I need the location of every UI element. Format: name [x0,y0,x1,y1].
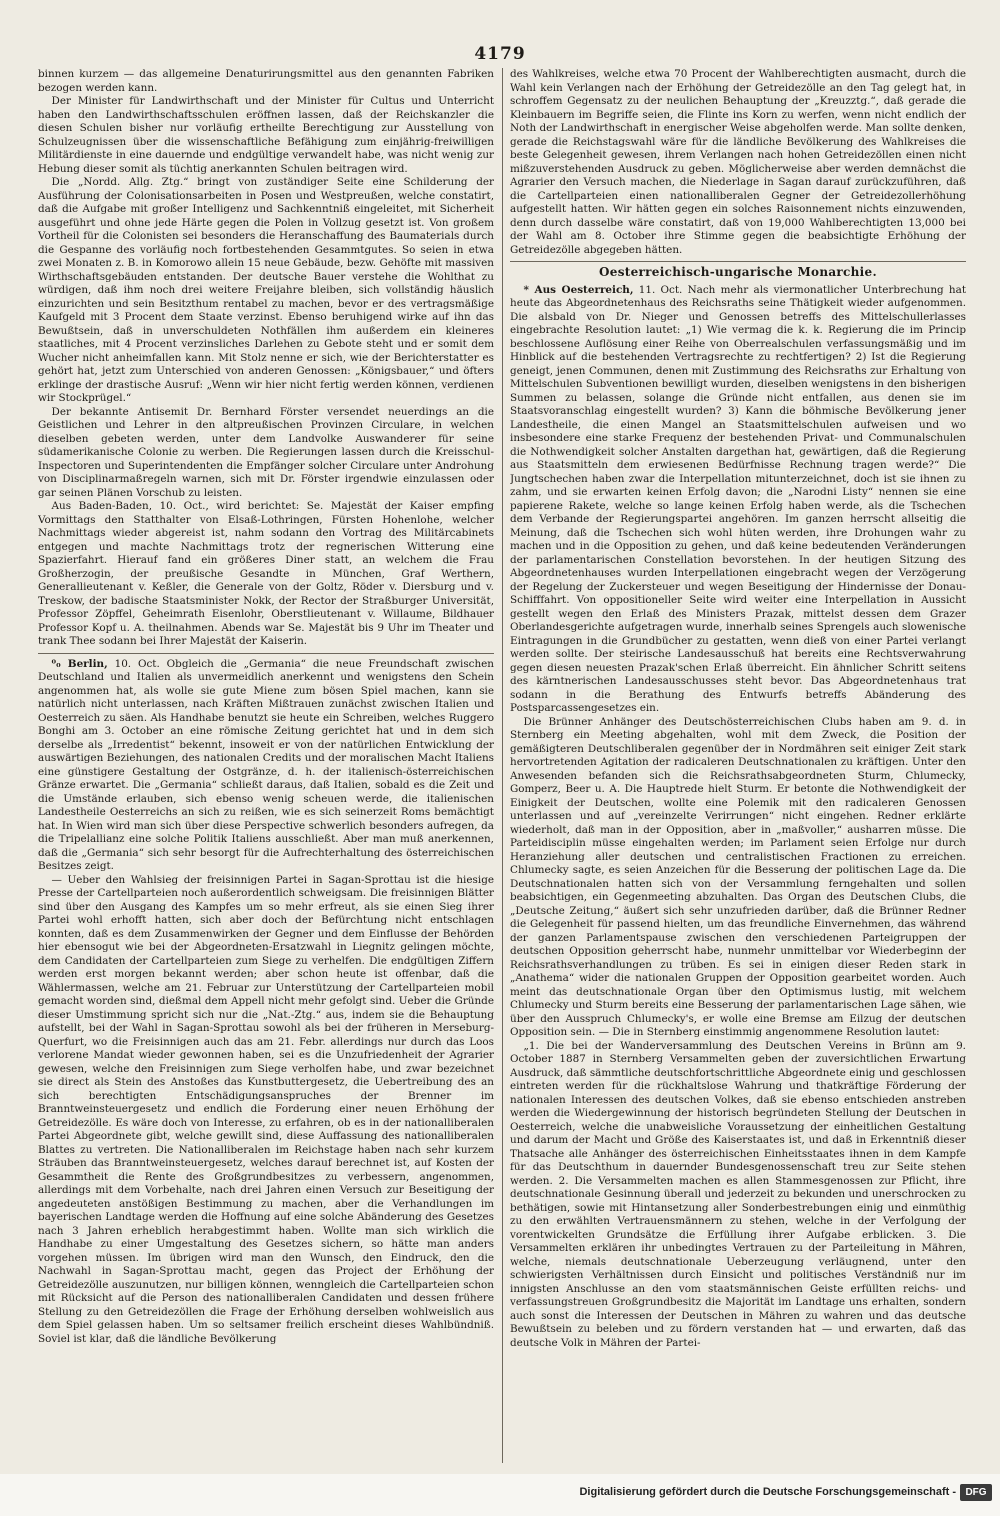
page-number: 4179 [474,44,526,64]
article-paragraph [38,95,494,176]
section-rule [510,261,966,262]
article-paragraph [38,406,494,501]
paragraph-text: „1. Die bei der Wanderversammlung des Deutschen Vereins in Brünn am 9. October 1887 in Sternberg Versammelten geben der zuversichtlichen Erwartung Ausdruck, daß sämmtliche deutschfortschrittliche Abgeordnete einig und geschlossen eintreten werden für die rückhaltslose Wahrung und thatkräftige Förderung der nationalen Interessen des deutschen Volkes, daß sie ebenso entschieden anstreben werden die Wiedergewinnung der historisch begründeten Stellung der Deutschen in Oesterreich, welche die unabweisliche Voraussetzung der einheitlichen Gestaltung und darum der Macht und Größe des Kaiserstaates ist, und daß in Erkenntniß dieser Thatsache alle Anhänger des österreichischen Einheitsstaates ihnen in dem Kampfe für das Deutschthum in dauernder Bundesgenossenschaft treu zur Seite stehen werden. 2. Die Versammelten machen es allen Stammesgenossen zur Pflicht, ihre deutschnationale Gesinnung überall und jederzeit zu bekunden und unerschrocken zu bethätigen, sowie mit Hintansetzung aller Sonderbestrebungen einig und einmüthig zu den erwählten Vertrauensmännern zu stehen, welche in der Verfolgung der vorentwickelten Grundsätze die Erfüllung ihrer Aufgabe erblicken. 3. Die Versammelten erklären ihr unbedingtes Vertrauen zu der Parteileitung in Mähren, welche, niemals deutschnationale Ueberzeugung verläugnend, unter den schwierigsten Verhältnissen durch Einsicht und politisches Verständniß nur im innigsten Anschlusse an den vom staatsmännischen Geiste erfüllten reichs- und verfassungstreuen Großgrundbesitz die Majorität im Landtage uns erhalten, sondern auch sonst die Interessen der Deutschen in Mähren zu wahren und das deutsche Bewußtsein zu beleben und zu fördern verstanden hat — und erwarten, daß das deutsche Volk in Mähren der Partei- [510,1039,966,1349]
article-paragraph [510,284,966,716]
footer-credit: Digitalisierung gefördert durch die Deutsche Forschungsgemeinschaft - [579,1486,956,1498]
paragraph-text: — Ueber den Wahlsieg der freisinnigen Partei in Sagan-Sprottau ist die hiesige Presse der Cartellparteien noch außerordentlich schweigsam. Die freisinnigen Blätter sind über den Ausgang des Kampfes um so mehr erfreut, als sie einen Sieg ihrer Partei wohl erhofft hatten, sich aber doch der Befürchtung nicht entschlagen konnten, daß es dem Zusammenwirken der Gegner und dem Einflusse der Behörden hier ebensogut wie bei der Abgeordneten-Ersatzwahl in Liegnitz gelingen möchte, dem Candidaten der Cartellparteien zum Siege zu verhelfen. Die endgültigen Ziffern werden erst morgen bekannt werden; aber schon heute ist offenbar, daß die Wählermassen, welche am 21. Februar zur Unterstützung der Cartellparteien mobil gemacht worden sind, dießmal dem Appell nicht mehr gefolgt sind. Ueber die Gründe dieser Umstimmung spricht sich nur die „Nat.-Ztg.“ aus, indem sie die Behauptung aufstellt, bei der Wahl in Sagan-Sprottau sowohl als bei der früheren in Merseburg-Querfurt, wo die Freisinnigen auch das am 21. Febr. allerdings nur durch das Loos verlorene Mandat wieder gewonnen haben, sei es die Unzufriedenheit der Agrarier gewesen, welche den Freisinnigen zum Siege verholfen habe, und zwar bezeichnet sie direct als Stein des Anstoßes das Kunstbuttergesetz, die Uebertreibung des an sich berechtigten Entschädigungsanspruches der Brenner im Branntweinsteuergesetz und endlich die Forderung einer neuen Erhöhung der Getreidezölle. Es wäre doch von Interesse, zu erfahren, ob es in der nationalliberalen Partei Abgeordnete gibt, welche gewillt sind, diese Auffassung des nationalliberalen Blattes zu vertreten. Die Nationalliberalen im Reichstage haben nach sehr kurzem Sträuben das Branntweinsteuergesetz, welches darauf berechnet ist, auf Kosten der Gesammtheit die Rente des Großgrundbesitzes zu verbessern, angenommen, allerdings mit dem Vorbehalte, nach drei Jahren einen Versuch zur Beseitigung der angedeuteten anstößigen Bestimmung zu machen, aber die Verhandlungen im bayerischen Landtage werden die Hoffnung auf eine solche Abänderung des Gesetzes nach 3 Jahren erheblich herabgestimmt haben. Wollte man sich wirklich die Handhabe zu einer Umgestaltung des Gesetzes sichern, so hätte man anders vorgehen müssen. Im übrigen wird man den Wunsch, den Eindruck, den die Nachwahl in Sagan-Sprottau macht, gegen das Project der Erhöhung der Getreidezölle auszunutzen, nur billigen können, wenngleich die Cartellparteien schon mit Rücksicht auf die Person des nationalliberalen Candidaten und dessen frühere Stellung zu den Getreidezöllen die Frage der Erhöhung derselben wohlweislich aus dem Spiel gelassen haben. Um so seltsamer freilich erscheint dieses Wahlbündniß. Soviel ist klar, daß die ländliche Bevölkerung [38,873,494,1345]
left-column [38,68,494,1463]
dfg-logo-icon: DFG [960,1484,992,1501]
right-column [510,68,966,1463]
article-paragraph [510,1040,966,1351]
article-paragraph [38,874,494,1347]
dateline: ⁰₀ Berlin, [51,657,108,670]
paragraph-text: Aus Baden-Baden, 10. Oct., wird berichtet: Se. Majestät der Kaiser empfing Vormittags den Statthalter von Elsaß-Lothringen, Fürsten Hohenlohe, welcher Nachmittags wieder abgereist ist, nahm sodann den Vortrag des Militärcabinets entgegen und machte Nachmittags trotz der regnerischen Witterung eine Spazierfahrt. Hierauf fand ein größeres Diner statt, an welchem die Frau Großherzogin, der preußische Gesandte in München, Graf Werthern, Generallieutenant v. Keßler, die Generale von der Goltz, Röder v. Diersburg und v. Treskow, der badische Staatsminister Nokk, der Rector der Straßburger Universität, Professor Zöpffel, Geheimrath Eisenlohr, Oberstlieutenant v. Willaume, Bildhauer Professor Kopf u. A. theilnahmen. Abends war Se. Majestät bis 9 Uhr im Theater und trank Thee sodann bei Ihrer Majestät der Kaiserin. [38,500,494,647]
article-paragraph [38,68,494,95]
article-paragraph [510,716,966,1040]
article-paragraph [38,658,494,874]
paragraph-text: Der bekannte Antisemit Dr. Bernhard Förster versendet neuerdings an die Geistlichen und Lehrer in den altpreußischen Provinzen Circulare, in welchen dieselben gebeten werden, unter dem Landvolke Auswanderer für seine südamerikanische Colonie zu werben. Die Regierungen lassen durch die Kreisschul-Inspectoren und Superintendenten die Empfänger solcher Circulare unter Androhung von Disciplinarmaßregeln warnen, sich mit Dr. Förster irgendwie einzulassen oder gar seinen Plänen Vorschub zu leisten. [38,405,494,499]
paragraph-text: binnen kurzem — das allgemeine Denaturirungsmittel aus den genannten Fabriken bezogen werden kann. [38,68,494,94]
section-rule [38,653,494,654]
section-heading: Oesterreichisch-ungarische Monarchie. [599,265,877,279]
paragraph-text: 10. Oct. Obgleich die „Germania“ die neue Freundschaft zwischen Deutschland und Italien als unvermeidlich anerkennt und wenigstens den Schein angenommen hat, als wolle sie gute Miene zum bösen Spiel machen, kann sie natürlich nicht unterlassen, nach Kräften Mißtrauen zunächst zwischen Italien und Oesterreich zu säen. Als Handhabe benutzt sie heute ein Schreiben, welches Ruggero Bonghi am 3. October an eine römische Zeitung gerichtet hat und in dem sich derselbe als „Irredentist“ bekennt, insoweit er von der natürlichen Entwicklung der auswärtigen Beziehungen, des nationalen Credits und der moralischen Macht Italiens eine günstigere Gestaltung der Ostgränze, d. h. der italienisch-österreichischen Gränze erwartet. Die „Germania“ schließt daraus, daß Italien, sobald es die Zeit und die Umstände erlauben, sich ebenso wenig scheuen werde, die italienischen Landestheile Oesterreichs an sich zu reißen, wie es sich seinerzeit Roms bemächtigt hat. In Wien wird man sich über diese Perspective schwerlich besonders aufregen, da die Tripelallianz eine solche Politik Italiens ausschließt. Aber man muß anerkennen, daß die „Germania“ sich sehr besorgt für die Aufrechterhaltung des österreichischen Besitzes zeigt. [38,657,494,872]
article-paragraph [38,500,494,649]
column-divider [502,68,503,1463]
article-paragraph [38,176,494,406]
article-paragraph [510,68,966,257]
paragraph-text: Die Brünner Anhänger des Deutschösterreichischen Clubs haben am 9. d. in Sternberg ein Meeting abgehalten, wohl mit dem Zweck, die Position der gemäßigteren Deutschliberalen gegenüber der in Nordmähren seit einiger Zeit stark hervortretenden Agitation der radicaleren Deutschnationalen zu kräftigen. Unter den Anwesenden befanden sich die Reichsrathsabgeordneten Sturm, Chlumecky, Gomperz, Beer u. A. Die Hauptrede hielt Sturm. Er betonte die Nothwendigkeit der Einigkeit der Deutschen, wollte eine Polemik mit den radicaleren Genossen unterlassen und auf „vereinzelte Verirrungen“ nicht eingehen. Redner erklärte wiederholt, daß man in der Opposition, aber in „maßvoller,“ ausharren müsse. Die Parteidisciplin müsse eingehalten werden; im Parlament seien Erfolge nur durch Heranziehung aller deutschen und centralistischen Fractionen zu erreichen. Chlumecky sagte, es seien Anzeichen für die Besserung der politischen Lage da. Die Deutschnationalen hatten sich von der Versammlung ferngehalten und sollen beabsichtigen, ein Gegenmeeting abzuhalten. Das Organ des Deutschen Clubs, die „Deutsche Zeitung,“ äußert sich sehr unzufrieden darüber, daß die Brünner Redner die Gelegenheit für passend hielten, um das freundliche Einvernehmen, das während der ganzen Parlamentspause zwischen den verschiedenen Parteigruppen der deutschen Opposition geherrscht habe, nunmehr unmittelbar vor Wiederbeginn der Reichsrathsverhandlungen zu trüben. Es sei in einigen dieser Reden stark in „Anathema“ wider die nationalen Gruppen der Opposition gearbeitet worden. Auch meint das deutschnationale Organ über den Optimismus lustig, mit welchem Chlumecky und Sturm bereits eine Besserung der parlamentarischen Lage sähen, wie über den Ausspruch Chlumecky's, er wolle eine Bremse am Eilzug der deutschen Opposition sein. — Die in Sternberg einstimmig angenommene Resolution lautet: [510,715,966,1038]
paragraph-text: Die „Nordd. Allg. Ztg.“ bringt von zuständiger Seite eine Schilderung der Ausführung der Colonisationsarbeiten in Posen und Westpreußen, welche constatirt, daß die Aufgabe mit großer Intelligenz und Sachkenntniß eingeleitet, mit Sicherheit ausgeführt und ohne jede Härte gegen die Polen in Vollzug gesetzt ist. Von großem Vortheil für die Colonisten sei besonders die Heranschaffung des Baumaterials durch die Gespanne des vorläufig noch fortbestehenden Gesammtgutes. So seien in etwa zwei Monaten z. B. in Komorowo allein 15 neue Gebäude, bezw. Gehöfte mit massiven Wirthschaftsgebäuden entstanden. Der deutsche Bauer verstehe die Wohlthat zu würdigen, daß ihm noch drei weitere Freijahre bleiben, sich vollständig häuslich einzurichten und sein Besitzthum rentabel zu machen, bevor er des vertragsmäßige Kaufgeld mit 3 Procent dem Staate verzinst. Ebenso beruhigend wirke auf ihn das Bewußtsein, daß in unverschuldeten Nothfällen ihm außerdem ein kleineres staatliches, mit 4 Procent verzinsliches Darlehen zu Gebote steht und er somit dem Wucher nicht anheimfallen kann. Mit Stolz nenne er sich, wie der Berichterstatter es gehört hat, jetzt zum Unterschied von anderen Genossen: „Königsbauer,“ und öfters erklinge der drastische Ausruf: „Wenn wir hier nicht fertig werden können, verdienen wir Stockprügel.“ [38,176,494,404]
paragraph-text: des Wahlkreises, welche etwa 70 Procent der Wahlberechtigten ausmacht, durch die Wahl kein Verlangen nach der Erhöhung der Getreidezölle an den Tag gelegt hat, in schroffem Gegensatz zu der neulichen Behauptung der „Kreuzztg.“, daß gerade die Kleinbauern im Begriffe seien, die Flinte ins Korn zu werfen, wenn nicht endlich der Noth der Landwirthschaft in energischer Weise abgeholfen werde. Man sollte denken, gerade die Reichstagswahl wäre für die ländliche Bevölkerung des Wahlkreises die beste Gelegenheit gewesen, ihrem Verlangen nach hohen Getreidezöllen einen nicht mißzuverstehenden Ausdruck zu geben. Möglicherweise aber werden demnächst die Agrarier den Versuch machen, die Niederlage in Sagan darauf zurückzuführen, daß die Cartellparteien einen nationalliberalen Gegner der Getreidezollerhöhung aufgestellt hatten. Wir hätten gegen ein solches Raisonnement nichts einzuwenden, denn durch dasselbe wäre constatirt, daß von 19,000 Wahlberechtigten 13,000 bei der Wahl am 8. October ihre Stimme gegen die beabsichtigte Erhöhung der Getreidezölle abgegeben hätten. [510,68,966,256]
paragraph-text: Der Minister für Landwirthschaft und der Minister für Cultus und Unterricht haben den Landwirthschaftsschulen eröffnen lassen, daß der Reichskanzler die diesen Schulen bisher nur vorläufig ertheilte Berechtigung zur Ausstellung von Schulzeugnissen über die wissenschaftliche Befähigung zum einjährig-freiwilligen Militärdienste in eine dauernde und endgültige verwandelt habe, was nicht wenig zur Hebung dieser somit als tüchtig anerkannten Schulen beitragen wird. [38,95,494,175]
dateline: * Aus Oesterreich, [523,283,634,296]
paragraph-text: 11. Oct. Nach mehr als viermonatlicher Unterbrechung hat heute das Abgeordnetenhaus des Reichsraths seine Thätigkeit wieder aufgenommen. Die alsbald von Dr. Nieger und Genossen betreffs des Mittelschullerlasses eingebrachte Resolution lautet: „1) Wie vermag die k. k. Regierung die im Princip beschlossene Auflösung einer Reihe von Oberrealschulen verfassungsmäßig und im Hinblick auf die bestehenden Vertragsrechte zu rechtfertigen? 2) Ist die Regierung geneigt, jenen Communen, denen mit Zustimmung des Reichsraths zur Erhaltung von Mittelschulen Subventionen bewilligt wurden, dieselben wenigstens in den bisherigen Summen zu belassen, solange die Gründe nicht entfallen, aus denen sie im Staatsvoranschlag eingestellt wurden? 3) Kann die böhmische Bevölkerung jener Landestheile, die einen Mangel an Staatsmittelschulen aufweisen und wo insbesondere eine starke Frequenz der bestehenden Privat- und Communalschulen die Nothwendigkeit solcher Anstalten dargethan hat, gewärtigen, daß die Regierung aus Staatsmitteln dem erwiesenen Bedürfnisse Rechnung tragen werde?“ Die Jungtschechen haben zwar die Interpellation mitunterzeichnet, doch ist sie ihnen zu zahm, und sie erwarten keinen Erfolg davon; die „Narodni Listy“ nennen sie eine papierene Rakete, welche so lange keinen Erfolg haben werde, als die Tschechen dem Verbande der Regierungspartei angehören. Im ganzen herrscht allseitig die Meinung, daß die Tschechen sich wohl hüten werden, ihre Drohungen wahr zu machen und in die Opposition zu gehen, und daß keine bedeutenden Veränderungen der parlamentarischen Constellation bevorstehen. In der heutigen Sitzung des Abgeordnetenhauses wurden Interpellationen eingebracht wegen der Verzögerung der Regelung der Zuckersteuer und wegen Beseitigung der Hindernisse der Donau-Schifffahrt. Von oppositioneller Seite wird weiter eine Interpellation in Aussicht gestellt wegen den Erlaß des Ministers Prazak, mittelst dessen dem Grazer Oberlandesgerichte aufgetragen wurde, innerhalb seines Sprengels auch slowenische Eintragungen in die Grundbücher zu gestatten, wenn dieß von einer Partei verlangt werden sollte. Der steirische Landesausschuß hat bereits eine Rechtsverwahrung gegen diesen neuesten Prazak'schen Erlaß überreicht. Ein ähnlicher Schritt seitens des kärntnerischen Landesausschusses steht bevor. Das Abgeordnetenhaus trat sodann in die Berathung des Entwurfs betreffs Abänderung des Postsparcassengesetzes ein. [510,283,966,714]
footer-bar [0,1474,1000,1516]
